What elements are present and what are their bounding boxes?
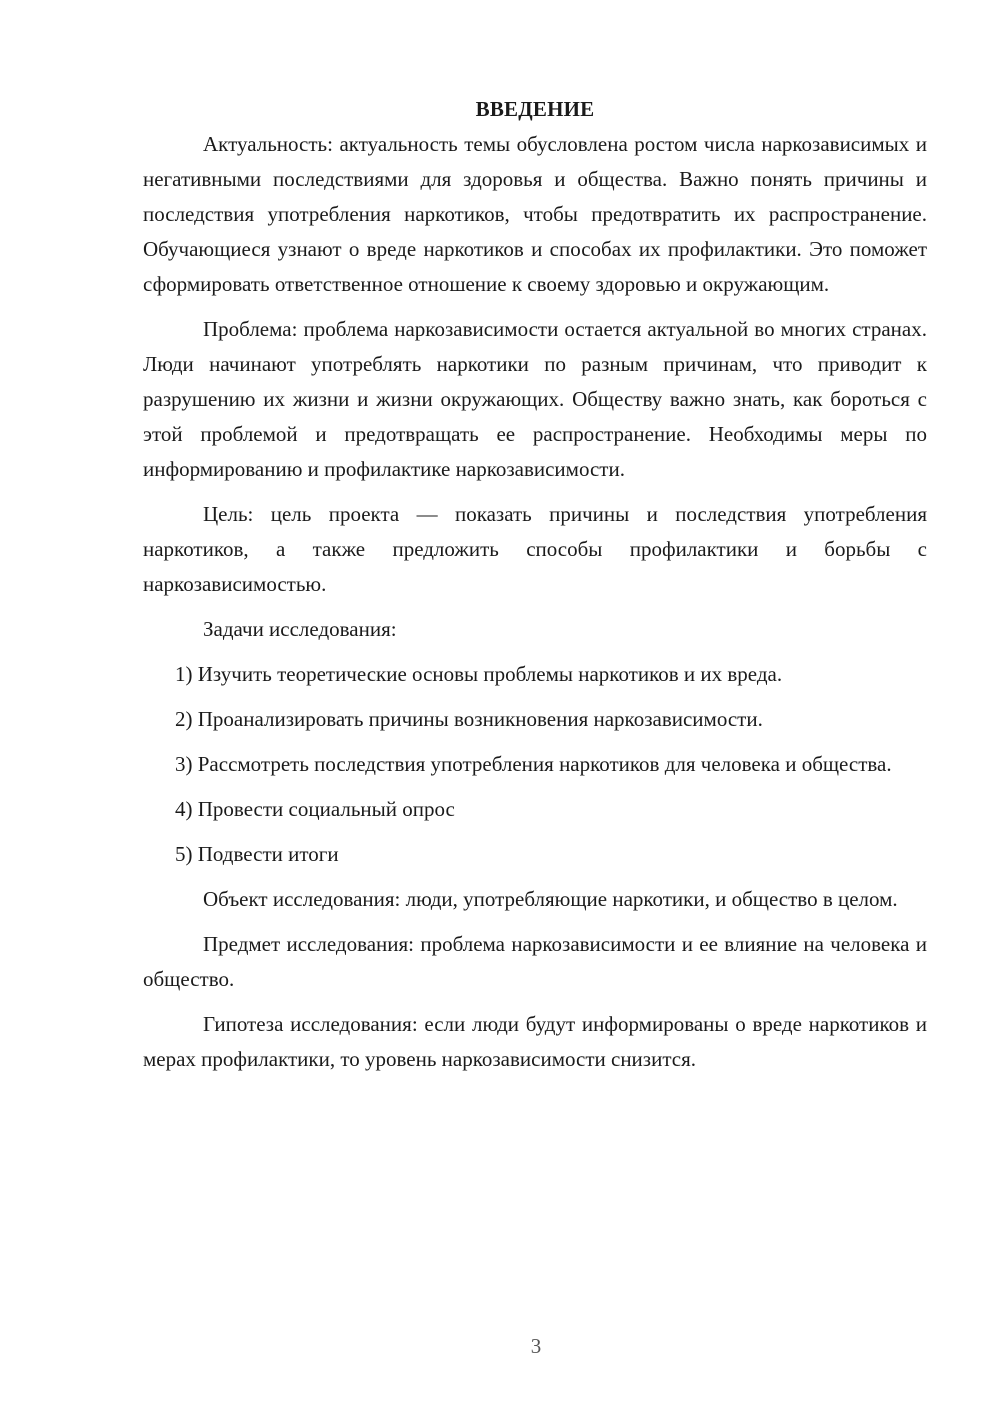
paragraph-goal: Цель: цель проекта — показать причины и последствия употребления наркотиков, а также предложить способы профилактики и борьбы с наркозависимостью. [143, 502, 927, 596]
task-item: 2) Проанализировать причины возникновения наркозависимости. [175, 707, 763, 731]
paragraph-subject: Предмет исследования: проблема наркозависимости и ее влияние на человека и общество. [143, 932, 927, 991]
paragraph-object: Объект исследования: люди, употребляющие наркотики, и общество в целом. [203, 887, 898, 911]
task-item: 3) Рассмотреть последствия употребления наркотиков для человека и общества. [175, 752, 892, 776]
page-number: 3 [530, 1334, 542, 1358]
paragraph-relevance: Актуальность: актуальность темы обусловлена ростом числа наркозависимых и негативными последствиями для здоровья и общества. Важно понять причины и последствия употребления наркотиков, чтобы предотвратить их распространение. Обучающиеся узнают о вреде наркотиков и способах их профилактики. Это поможет сформировать ответственное отношение к своему здоровью и окружающим. [143, 132, 927, 296]
task-item: 4) Провести социальный опрос [175, 797, 455, 821]
document-page [143, 92, 927, 1087]
paragraph-tasks-heading: Задачи исследования: [203, 617, 397, 641]
task-item: 1) Изучить теоретические основы проблемы наркотиков и их вреда. [175, 662, 783, 686]
section-title: ВВЕДЕНИЕ [475, 97, 595, 121]
task-item: 5) Подвести итоги [175, 842, 339, 866]
paragraph-problem: Проблема: проблема наркозависимости остается актуальной во многих странах. Люди начинают употреблять наркотики по разным причинам, что приводит к разрушению их жизни и жизни окружающих. Обществу важно знать, как бороться с этой проблемой и предотвращать ее распространение. Необходимы меры по информированию и профилактике наркозависимости. [143, 317, 927, 481]
paragraph-hypothesis: Гипотеза исследования: если люди будут информированы о вреде наркотиков и мерах профилактики, то уровень наркозависимости снизится. [143, 1012, 927, 1071]
